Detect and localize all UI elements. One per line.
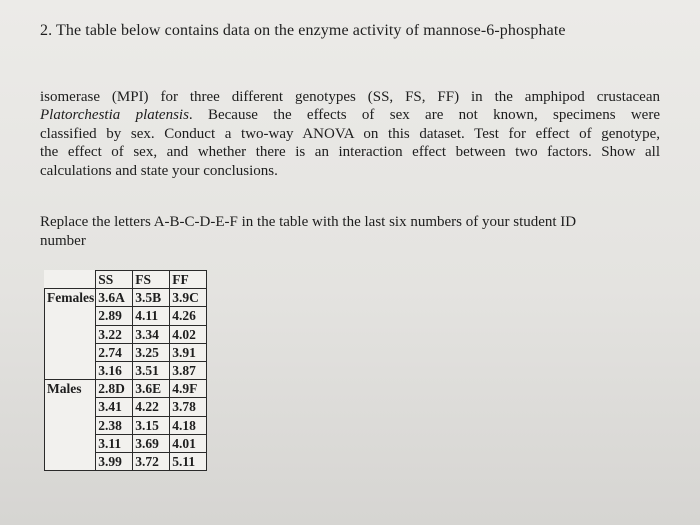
table-cell: 3.9C <box>170 289 207 307</box>
table-row <box>45 289 207 307</box>
table-cell: 3.87 <box>170 361 207 379</box>
table-cell: 3.72 <box>133 452 170 470</box>
enzyme-data-table <box>44 270 207 471</box>
question-paragraph <box>40 88 660 180</box>
table-cell: 3.78 <box>170 398 207 416</box>
question-title: 2. The table below contains data on the enzyme activity of mannose-6-phosphate <box>40 22 566 39</box>
table-corner-cell <box>45 271 96 289</box>
table-cell: 4.02 <box>170 325 207 343</box>
table-cell: 5.11 <box>170 452 207 470</box>
row-group-label: Males <box>45 380 96 471</box>
instruction-line: number <box>40 233 86 249</box>
table-cell: 2.38 <box>96 416 133 434</box>
table-cell: 3.51 <box>133 361 170 379</box>
table-cell: 3.99 <box>96 452 133 470</box>
header-genotype-ff: FF <box>170 271 207 289</box>
table-cell: 3.6E <box>133 380 170 398</box>
paragraph-line: Platorchestia platensis. Because the effects of sex are not known, specimens were <box>40 107 660 124</box>
table-header-row <box>45 271 207 289</box>
table-cell: 2.8D <box>96 380 133 398</box>
row-group-label: Females <box>45 289 96 380</box>
paragraph-line: the effect of sex, and whether there is an interaction effect between two factors. Show all <box>40 144 660 161</box>
table-cell: 4.01 <box>170 434 207 452</box>
paragraph-line: isomerase (MPI) for three different genotypes (SS, FS, FF) in the amphipod crustacean <box>40 89 660 105</box>
table-cell: 3.69 <box>133 434 170 452</box>
table-cell: 3.5B <box>133 289 170 307</box>
paragraph-line: classified by sex. Conduct a two-way ANOVA on this dataset. Test for effect of genotype, <box>40 125 660 142</box>
table-cell: 4.18 <box>170 416 207 434</box>
table-cell: 4.22 <box>133 398 170 416</box>
table-cell: 3.15 <box>133 416 170 434</box>
table-cell: 3.25 <box>133 343 170 361</box>
paragraph-line: calculations and state your conclusions. <box>40 162 278 179</box>
header-genotype-fs: FS <box>133 271 170 289</box>
table-cell: 2.89 <box>96 307 133 325</box>
table-cell: 3.22 <box>96 325 133 343</box>
header-genotype-ss: SS <box>96 271 133 289</box>
table-cell: 3.91 <box>170 343 207 361</box>
instruction-line: Replace the letters A-B-C-D-E-F in the table with the last six numbers of your student ID <box>40 214 577 230</box>
table-cell: 3.34 <box>133 325 170 343</box>
table-cell: 3.11 <box>96 434 133 452</box>
table-row <box>45 380 207 398</box>
instruction-text <box>40 213 660 251</box>
table-cell: 4.9F <box>170 380 207 398</box>
table-cell: 3.41 <box>96 398 133 416</box>
table-cell: 2.74 <box>96 343 133 361</box>
table-cell: 3.16 <box>96 361 133 379</box>
table-cell: 4.26 <box>170 307 207 325</box>
table-cell: 3.6A <box>96 289 133 307</box>
species-name: Platorchestia platensis <box>40 107 189 124</box>
table-cell: 4.11 <box>133 307 170 325</box>
